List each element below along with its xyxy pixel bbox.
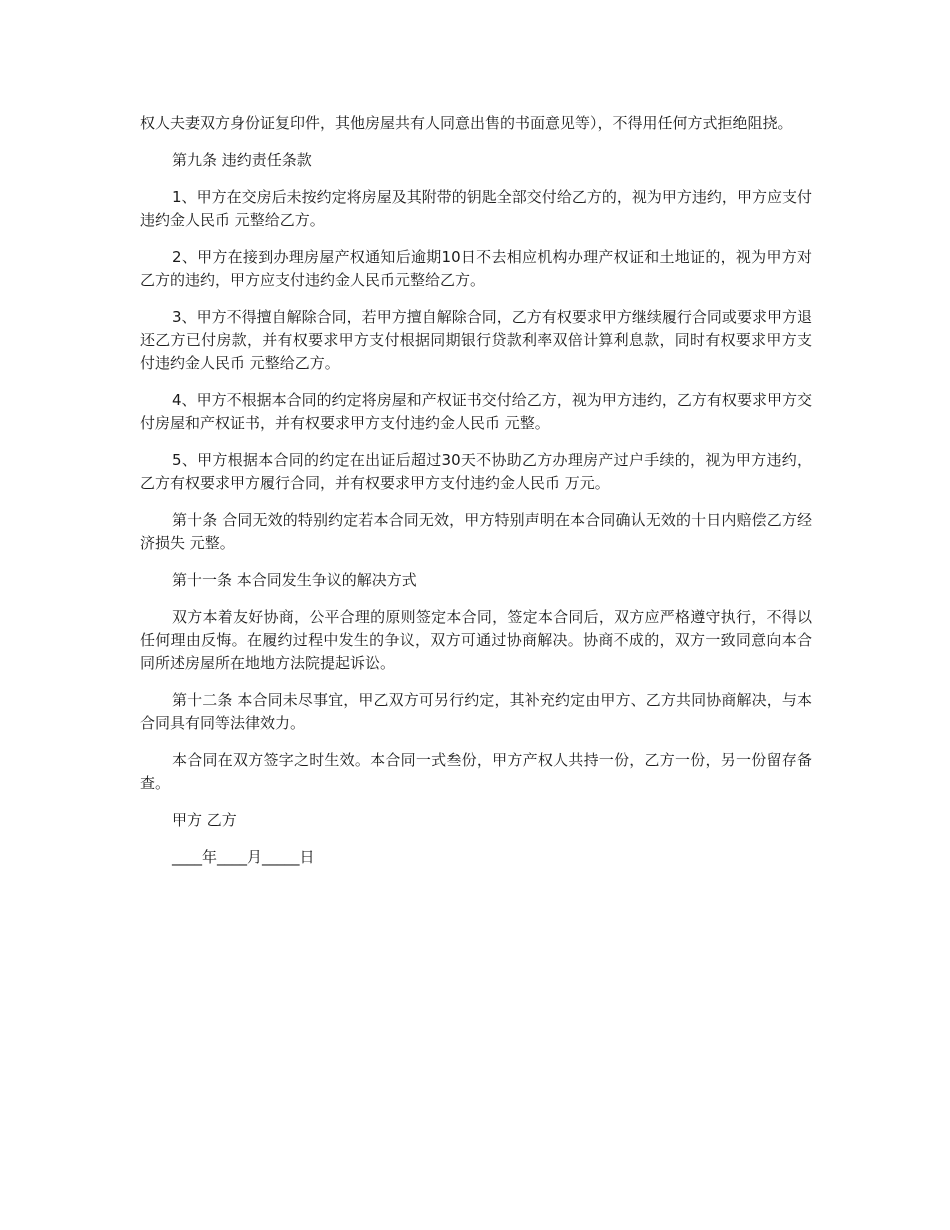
article-12: 第十二条 本合同未尽事宜，甲乙双方可另行约定，其补充约定由甲方、乙方共同协商解决，与本合同具有同等法律效力。	[140, 691, 812, 732]
contract-page	[140, 112, 812, 883]
paragraph-continuation: 权人夫妻双方身份证复印件，其他房屋共有人同意出售的书面意见等），不得用任何方式拒绝阻挠。	[140, 114, 793, 132]
clause-9-4: 4、甲方不根据本合同的约定将房屋和产权证书交付给乙方，视为甲方违约，乙方有权要求甲方交付房屋和产权证书，并有权要求甲方支付违约金人民币 元整。	[140, 391, 812, 432]
clause-9-3: 3、甲方不得擅自解除合同，若甲方擅自解除合同，乙方有权要求甲方继续履行合同或要求甲方退还乙方已付房款，并有权要求甲方支付根据同期银行贷款利率双倍计算利息款，同时有权要求甲方支付违约金人民币 元整给乙方。	[140, 308, 812, 372]
article-10: 第十条 合同无效的特别约定若本合同无效，甲方特别声明在本合同确认无效的十日内赔偿乙方经济损失 元整。	[140, 511, 812, 552]
signature-parties: 甲方 乙方	[172, 811, 237, 829]
effective-clause: 本合同在双方签字之时生效。本合同一式叁份，甲方产权人共持一份，乙方一份，另一份留存备查。	[140, 751, 812, 792]
article-11-heading: 第十一条 本合同发生争议的解决方式	[172, 571, 417, 589]
article-9-heading: 第九条 违约责任条款	[172, 151, 312, 169]
clause-9-2: 2、甲方在接到办理房屋产权通知后逾期10日不去相应机构办理产权证和土地证的，视为甲方对乙方的违约，甲方应支付违约金人民币元整给乙方。	[140, 248, 812, 289]
signature-date: ____年____月_____日	[172, 848, 315, 866]
clause-9-5: 5、甲方根据本合同的约定在出证后超过30天不协助乙方办理房产过户手续的，视为甲方违约，乙方有权要求甲方履行合同，并有权要求甲方支付违约金人民币 万元。	[140, 451, 812, 492]
clause-9-1: 1、甲方在交房后未按约定将房屋及其附带的钥匙全部交付给乙方的，视为甲方违约，甲方应支付违约金人民币 元整给乙方。	[140, 188, 812, 229]
article-11-body: 双方本着友好协商，公平合理的原则签定本合同，签定本合同后，双方应严格遵守执行，不得以任何理由反悔。在履约过程中发生的争议，双方可通过协商解决。协商不成的，双方一致同意向本合同所述房屋所在地地方法院提起诉讼。	[140, 608, 812, 672]
